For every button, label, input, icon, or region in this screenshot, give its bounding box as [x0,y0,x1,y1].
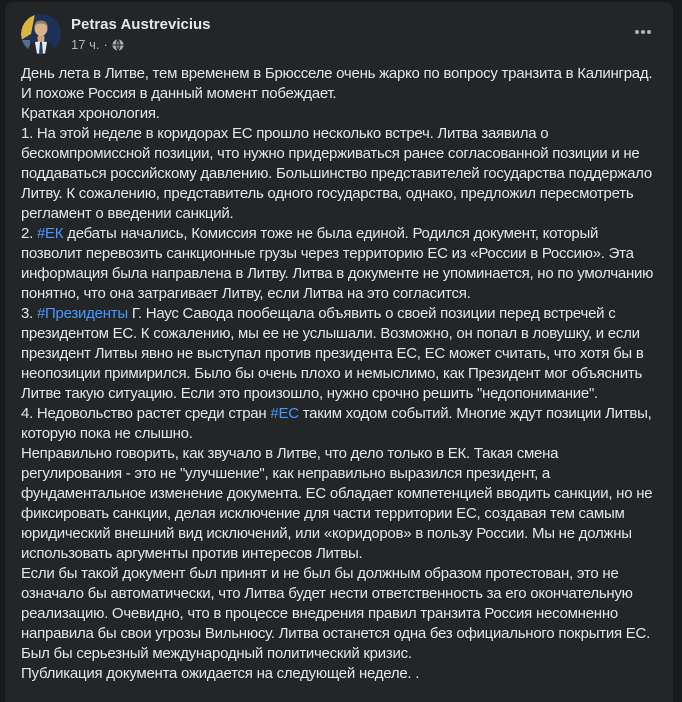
hashtag-link[interactable]: #ЕК [36,225,64,242]
post-paragraph: Краткая хронология. [21,105,160,122]
meta-separator: · [103,37,108,52]
facebook-post-card [5,2,673,702]
post-paragraph: 1. На этой неделе в коридорах ЕС прошло несколько встреч. Литва заявила о бескомпромиссной позиции, что нужно придерживаться ранее согласованной позиции и не поддаваться российскому давлению. Большинство представителей государства поддержало Литву. К сожалению, представитель одного государства, однако, предложил пересмотреть регламент о введении санкций. [21,125,656,222]
post-paragraph: 4. Недовольство растет среди стран #ЕС таким ходом событий. Многие ждут позиции Литвы, которую пока не слышно. [21,405,656,442]
post-paragraph: 2. #ЕК дебаты начались, Комиссия тоже не была единой. Родился документ, который позволит перевозить санкционные грузы через территорию ЕС из «России в Россию». Эта информация была направлена в Литву. Литва в документе не упоминается, но по умолчанию понятно, что она затрагивает Литву, если Литва на это согласится. [21,225,658,302]
avatar[interactable] [21,14,61,54]
post-body [5,54,673,700]
post-paragraph: 3. #Президенты Г. Наус Савода пообещала объявить о своей позиции перед встречей с президентом ЕС. К сожалению, мы ее не услышали. Возможно, он попал в ловушку, и если президент Литвы явно не выступал против президента ЕС, ЕС может считать, что хотя бы в неопозиции примирился. Было бы очень плохо и немыслимо, как Президент мог объяснить Литве такую ситуацию. Если это произошло, нужно срочно решить "недопонимание". [21,305,648,402]
globe-icon [112,39,124,51]
timestamp[interactable]: 17 ч. [71,37,100,52]
post-paragraph: Публикация документа ожидается на следующей неделе. . [21,665,420,682]
ellipsis-icon [633,22,653,42]
avatar-image [21,14,61,54]
post-paragraph: Неправильно говорить, как звучало в Литве, что дело только в ЕК. Такая смена регулирования - это не "улучшение", как неправильно выразился президент, а фундаментальное изменение документа. ЕС обладает компетенцией вводить санкции, но не фиксировать санкции, делая исключение для части территории ЕС, создавая тем самым юридический внешний вид исключений, или «коридоров» в пользу России. Мы не должны использовать аргументы против интересов Литвы. [21,445,657,562]
hashtag-link[interactable]: #ЕС [270,405,299,422]
author-name[interactable]: Petras Austrevicius [71,16,211,33]
hashtag-link[interactable]: #Президенты [36,305,128,322]
post-meta [71,36,657,53]
post-paragraph: День лета в Литве, тем временем в Брюсселе очень жарко по вопросу транзита в Калинград. И похоже Россия в данный момент побеждает. [21,65,657,102]
more-options-button[interactable] [625,14,661,50]
header-text [71,14,657,53]
post-paragraph: Если бы такой документ был принят и не был бы должным образом протестован, это не означало бы автоматически, что Литва будет нести ответственность за его окончательную реализацию. Очевидно, что в процессе внедрения правил транзита Россия несомненно направила бы свои угрозы Вильнюсу. Литва останется одна без официального покрытия ЕС. Был бы серьезный международный политический кризис. [21,565,654,662]
post-header [5,2,673,54]
